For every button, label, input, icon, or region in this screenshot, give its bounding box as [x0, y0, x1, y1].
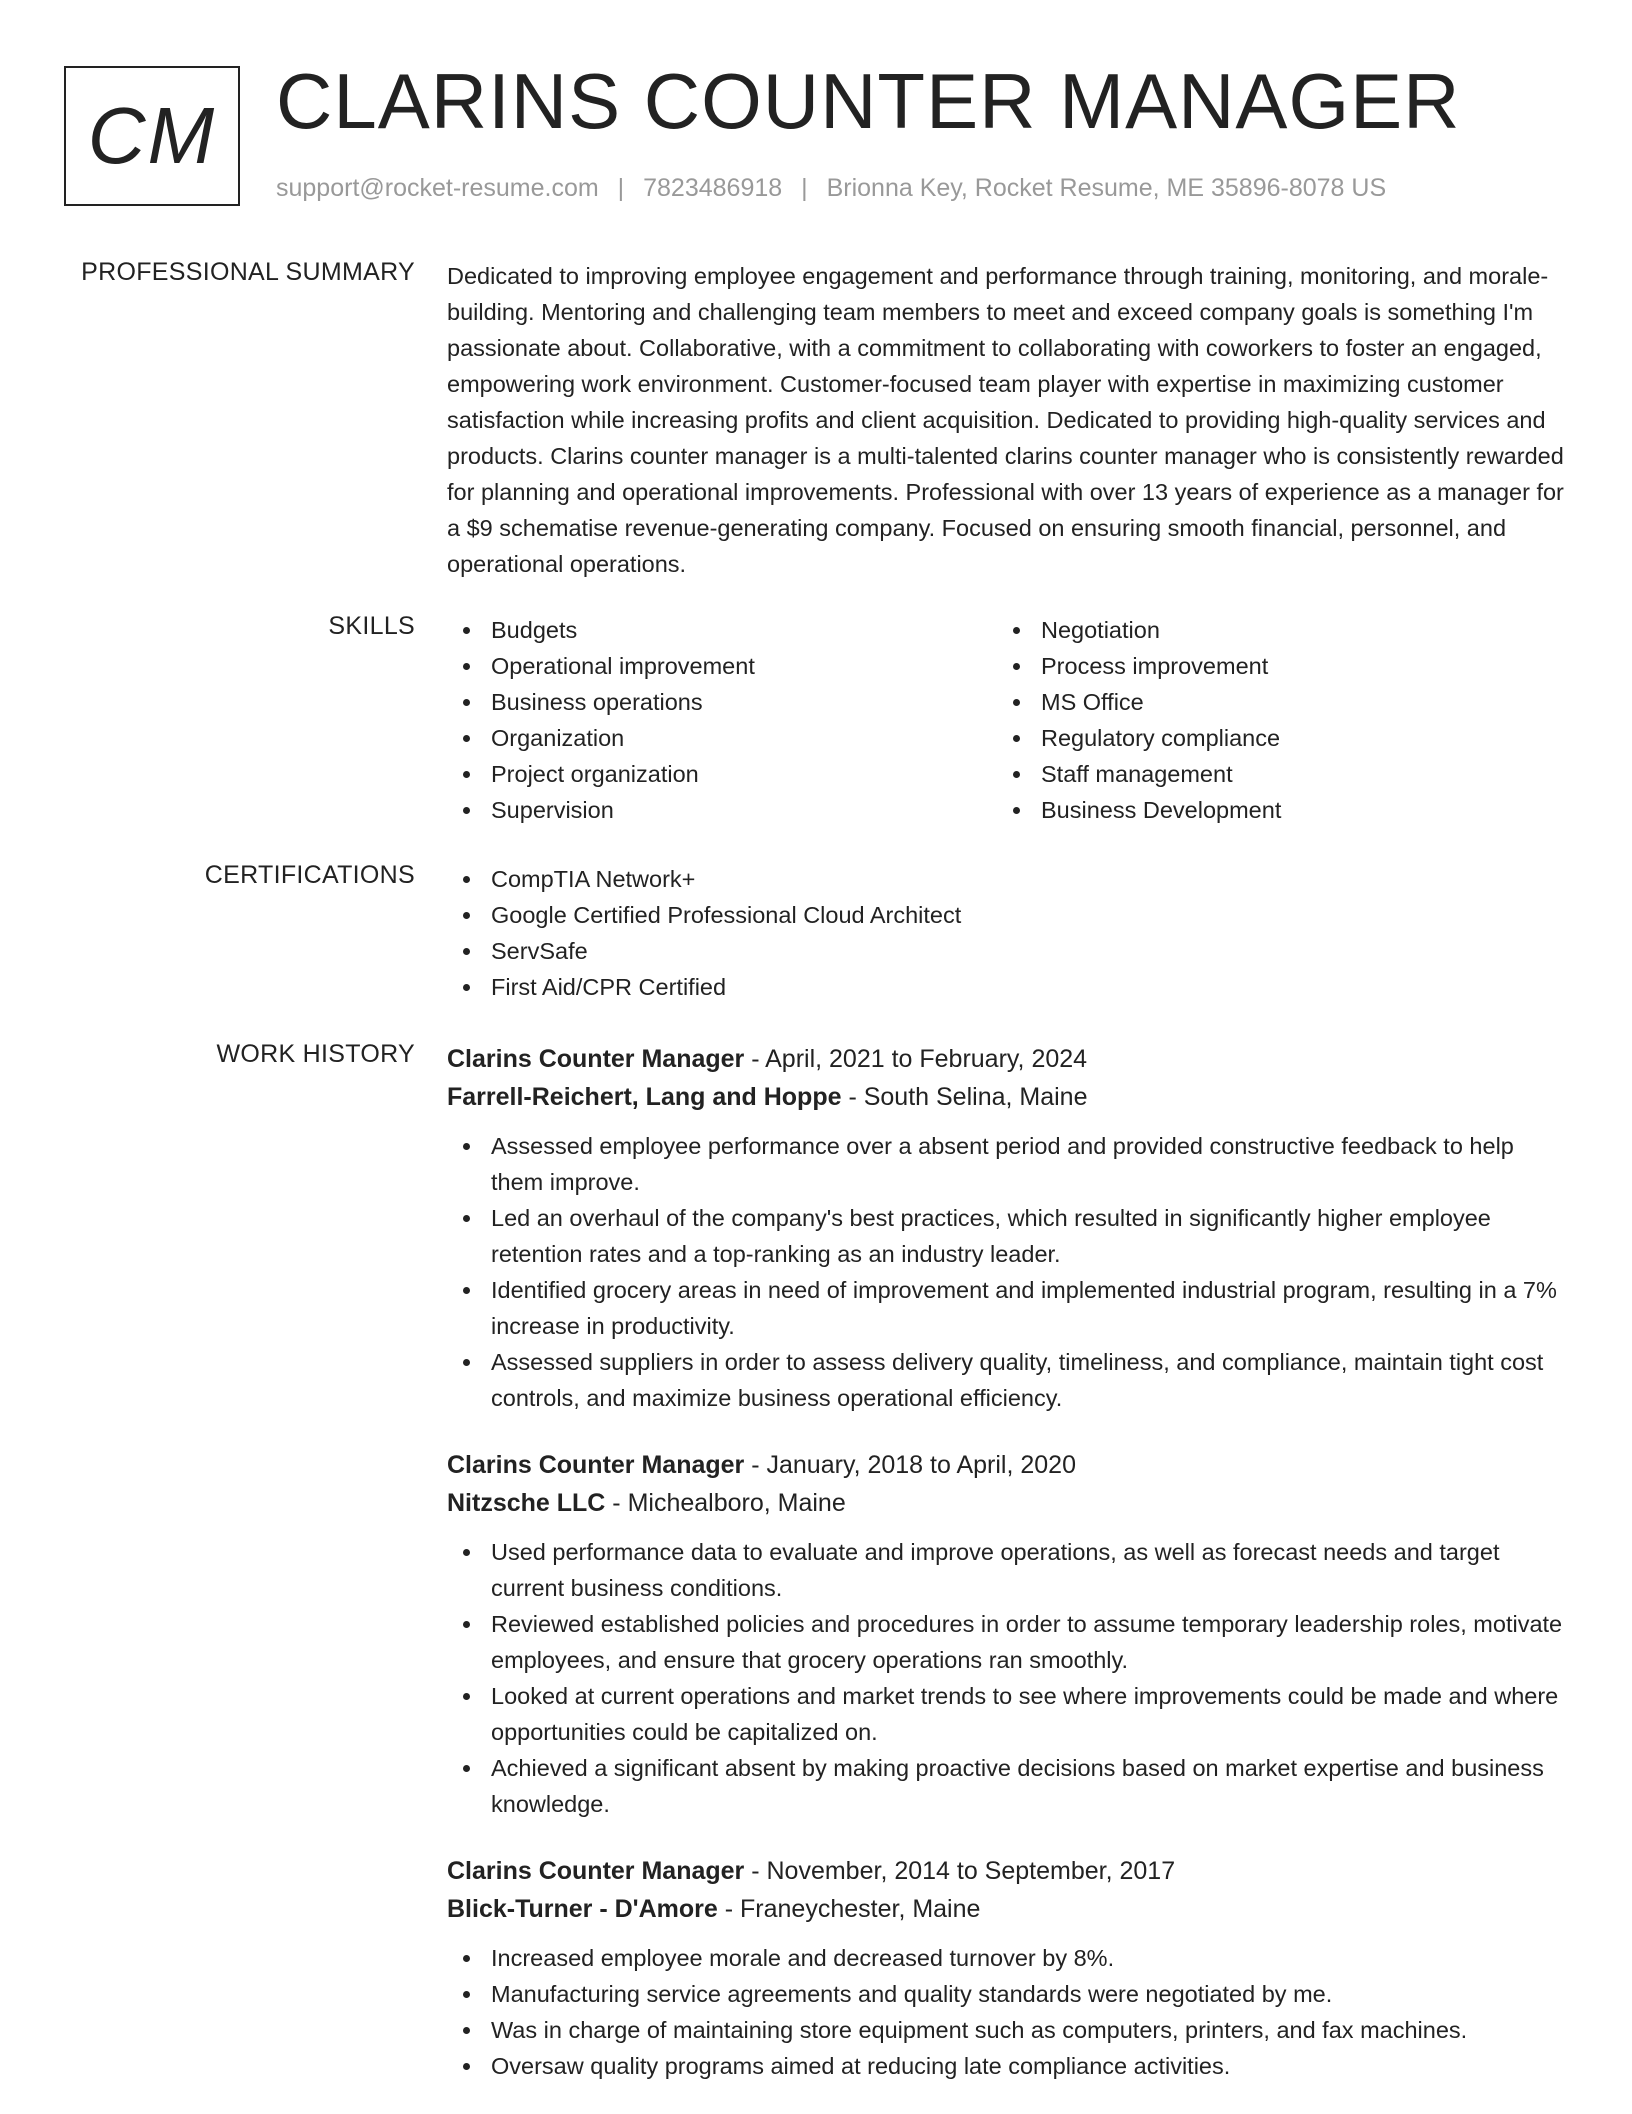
certifications-body [447, 861, 1572, 1005]
skill-item: Operational improvement [447, 648, 997, 684]
job-title: Clarins Counter Manager [447, 1451, 745, 1479]
job-location: - South Selina, Maine [841, 1083, 1088, 1111]
job-title-line [447, 1446, 1572, 1484]
skill-item: Business operations [447, 684, 997, 720]
summary-heading: PROFESSIONAL SUMMARY [81, 258, 415, 286]
job-company: Nitzsche LLC [447, 1489, 606, 1517]
job-bullet: Reviewed established policies and procedures in order to assume temporary leadership roles, motivate employees, and ensure that grocery operations ran smoothly. [447, 1606, 1572, 1678]
job-location: - Franeychester, Maine [717, 1895, 981, 1923]
skill-item: Negotiation [997, 612, 1547, 648]
skill-item: Process improvement [997, 648, 1547, 684]
summary-body [447, 258, 1572, 582]
contact-separator: | [801, 174, 808, 202]
job-bullet: Achieved a significant absent by making proactive decisions based on market expertise and business knowledge. [447, 1750, 1572, 1822]
certification-item: ServSafe [447, 933, 1572, 969]
skill-item: Project organization [447, 756, 997, 792]
contact-line [276, 174, 1386, 203]
job-bullet: Increased employee morale and decreased turnover by 8%. [447, 1940, 1572, 1976]
job-entry [447, 1040, 1572, 1416]
job-bullets [447, 1534, 1572, 1822]
candidate-name: CLARINS COUNTER MANAGER [276, 57, 1461, 145]
skill-item: Supervision [447, 792, 997, 828]
job-company: Blick-Turner - D'Amore [447, 1895, 718, 1923]
certifications-heading: CERTIFICATIONS [204, 861, 415, 889]
job-company-line [447, 1484, 1572, 1522]
job-bullet: Oversaw quality programs aimed at reducing late compliance activities. [447, 2048, 1572, 2084]
job-title: Clarins Counter Manager [447, 1045, 745, 1073]
summary-text: Dedicated to improving employee engagement and performance through training, monitoring, and morale-building. Mentoring and challenging team members to meet and exceed company goals is something I'm passionate about. Collaborative, with a commitment to collaborating with coworkers to foster an engaged, empowering work environment. Customer-focused team player with expertise in maximizing customer satisfaction while increasing profits and client acquisition. Dedicated to providing high-quality services and products. Clarins counter manager is a multi-talented clarins counter manager who is consistently rewarded for planning and operational improvements. Professional with over 13 years of experience as a manager for a $9 schematise revenue-generating company. Focused on ensuring smooth financial, personnel, and operational operations. [447, 263, 1564, 577]
job-title-line [447, 1040, 1572, 1078]
skills-heading: SKILLS [328, 612, 415, 640]
job-bullet: Identified grocery areas in need of improvement and implemented industrial program, resulting in a 7% increase in productivity. [447, 1272, 1572, 1344]
skill-item: Organization [447, 720, 997, 756]
job-company-line [447, 1078, 1572, 1116]
job-title-line [447, 1852, 1572, 1890]
job-dates: - November, 2014 to September, 2017 [744, 1857, 1176, 1885]
skills-column-left [447, 612, 997, 828]
job-bullets [447, 1128, 1572, 1416]
job-location: - Michealboro, Maine [605, 1489, 846, 1517]
contact-email: support@rocket-resume.com [276, 174, 599, 202]
skill-item: Business Development [997, 792, 1547, 828]
job-entry [447, 1446, 1572, 1822]
skill-item: Regulatory compliance [997, 720, 1547, 756]
skills-grid [447, 612, 1572, 828]
job-title: Clarins Counter Manager [447, 1857, 745, 1885]
work-history-body [447, 1040, 1572, 2114]
job-bullets [447, 1940, 1572, 2084]
job-dates: - January, 2018 to April, 2020 [744, 1451, 1076, 1479]
skills-column-right [997, 612, 1547, 828]
job-dates: - April, 2021 to February, 2024 [744, 1045, 1088, 1073]
job-bullet: Led an overhaul of the company's best practices, which resulted in significantly higher employee retention rates and a top-ranking as an industry leader. [447, 1200, 1572, 1272]
job-bullet: Assessed employee performance over a absent period and provided constructive feedback to help them improve. [447, 1128, 1572, 1200]
skill-item: Budgets [447, 612, 997, 648]
job-bullet: Used performance data to evaluate and improve operations, as well as forecast needs and target current business conditions. [447, 1534, 1572, 1606]
contact-separator: | [617, 174, 625, 202]
certification-item: First Aid/CPR Certified [447, 969, 1572, 1005]
job-bullet: Manufacturing service agreements and quality standards were negotiated by me. [447, 1976, 1572, 2012]
job-company: Farrell-Reichert, Lang and Hoppe [447, 1083, 842, 1111]
job-bullet: Assessed suppliers in order to assess delivery quality, timeliness, and compliance, maintain tight cost controls, and maximize business operational efficiency. [447, 1344, 1572, 1416]
skill-item: MS Office [997, 684, 1547, 720]
job-entry [447, 1852, 1572, 2084]
skill-item: Staff management [997, 756, 1547, 792]
job-company-line [447, 1890, 1572, 1928]
job-bullet: Was in charge of maintaining store equipment such as computers, printers, and fax machines. [447, 2012, 1572, 2048]
certifications-list [447, 861, 1572, 1005]
contact-phone: 7823486918 [643, 174, 783, 202]
job-bullet: Looked at current operations and market trends to see where improvements could be made and where opportunities could be capitalized on. [447, 1678, 1572, 1750]
work-history-heading: WORK HISTORY [216, 1040, 415, 1068]
certification-item: CompTIA Network+ [447, 861, 1572, 897]
certification-item: Google Certified Professional Cloud Architect [447, 897, 1572, 933]
monogram-badge: CM [64, 66, 240, 206]
contact-address: Brionna Key, Rocket Resume, ME 35896-8078 US [826, 174, 1387, 202]
